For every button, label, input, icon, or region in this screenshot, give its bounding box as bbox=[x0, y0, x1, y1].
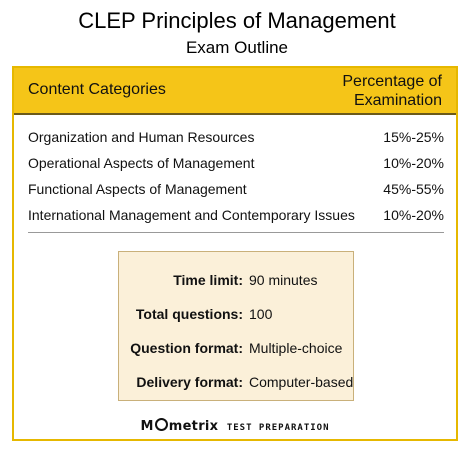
brand-o-icon bbox=[155, 418, 168, 431]
brand-logo bbox=[14, 417, 456, 435]
info-row-delivery-format bbox=[119, 374, 353, 394]
outline-frame bbox=[12, 66, 458, 441]
table-row bbox=[28, 176, 444, 202]
info-row-time-limit bbox=[119, 272, 353, 292]
row-category: Organization and Human Resources bbox=[28, 129, 255, 145]
header-percentage-line2: Examination bbox=[353, 92, 442, 109]
brand-tagline: TEST PREPARATION bbox=[226, 423, 330, 433]
info-row-total-questions bbox=[119, 306, 353, 326]
header-percentage bbox=[342, 72, 442, 110]
info-value: Multiple-choice bbox=[249, 340, 343, 356]
info-label: Time limit: bbox=[173, 272, 243, 288]
page-subtitle: Exam Outline bbox=[185, 38, 289, 57]
table-header bbox=[14, 68, 456, 115]
table-row bbox=[28, 124, 444, 150]
page-title: CLEP Principles of Management bbox=[78, 8, 396, 33]
info-label: Question format: bbox=[130, 340, 243, 356]
table-row bbox=[28, 150, 444, 176]
row-category: International Management and Contemporary Issues bbox=[28, 207, 355, 223]
info-label: Total questions: bbox=[135, 306, 243, 322]
info-value: 100 bbox=[249, 306, 273, 322]
row-percent: 10%-20% bbox=[383, 155, 444, 171]
row-percent: 10%-20% bbox=[383, 207, 444, 223]
table-row bbox=[28, 202, 444, 228]
info-value: 90 minutes bbox=[249, 272, 318, 288]
exam-info-box bbox=[118, 251, 354, 401]
brand-name-end: metrix bbox=[168, 419, 219, 434]
header-content-categories: Content Categories bbox=[28, 81, 166, 98]
brand-name-start: M bbox=[140, 419, 154, 434]
header-percentage-line1: Percentage of bbox=[342, 73, 442, 90]
row-category: Functional Aspects of Management bbox=[28, 181, 247, 197]
category-list bbox=[28, 124, 444, 228]
row-category: Operational Aspects of Management bbox=[28, 155, 255, 171]
row-percent: 45%-55% bbox=[383, 181, 444, 197]
info-row-question-format bbox=[119, 340, 353, 360]
row-percent: 15%-25% bbox=[383, 129, 444, 145]
info-value: Computer-based bbox=[249, 374, 354, 390]
brand-name bbox=[140, 419, 218, 434]
info-label: Delivery format: bbox=[136, 374, 243, 390]
divider bbox=[28, 232, 444, 233]
